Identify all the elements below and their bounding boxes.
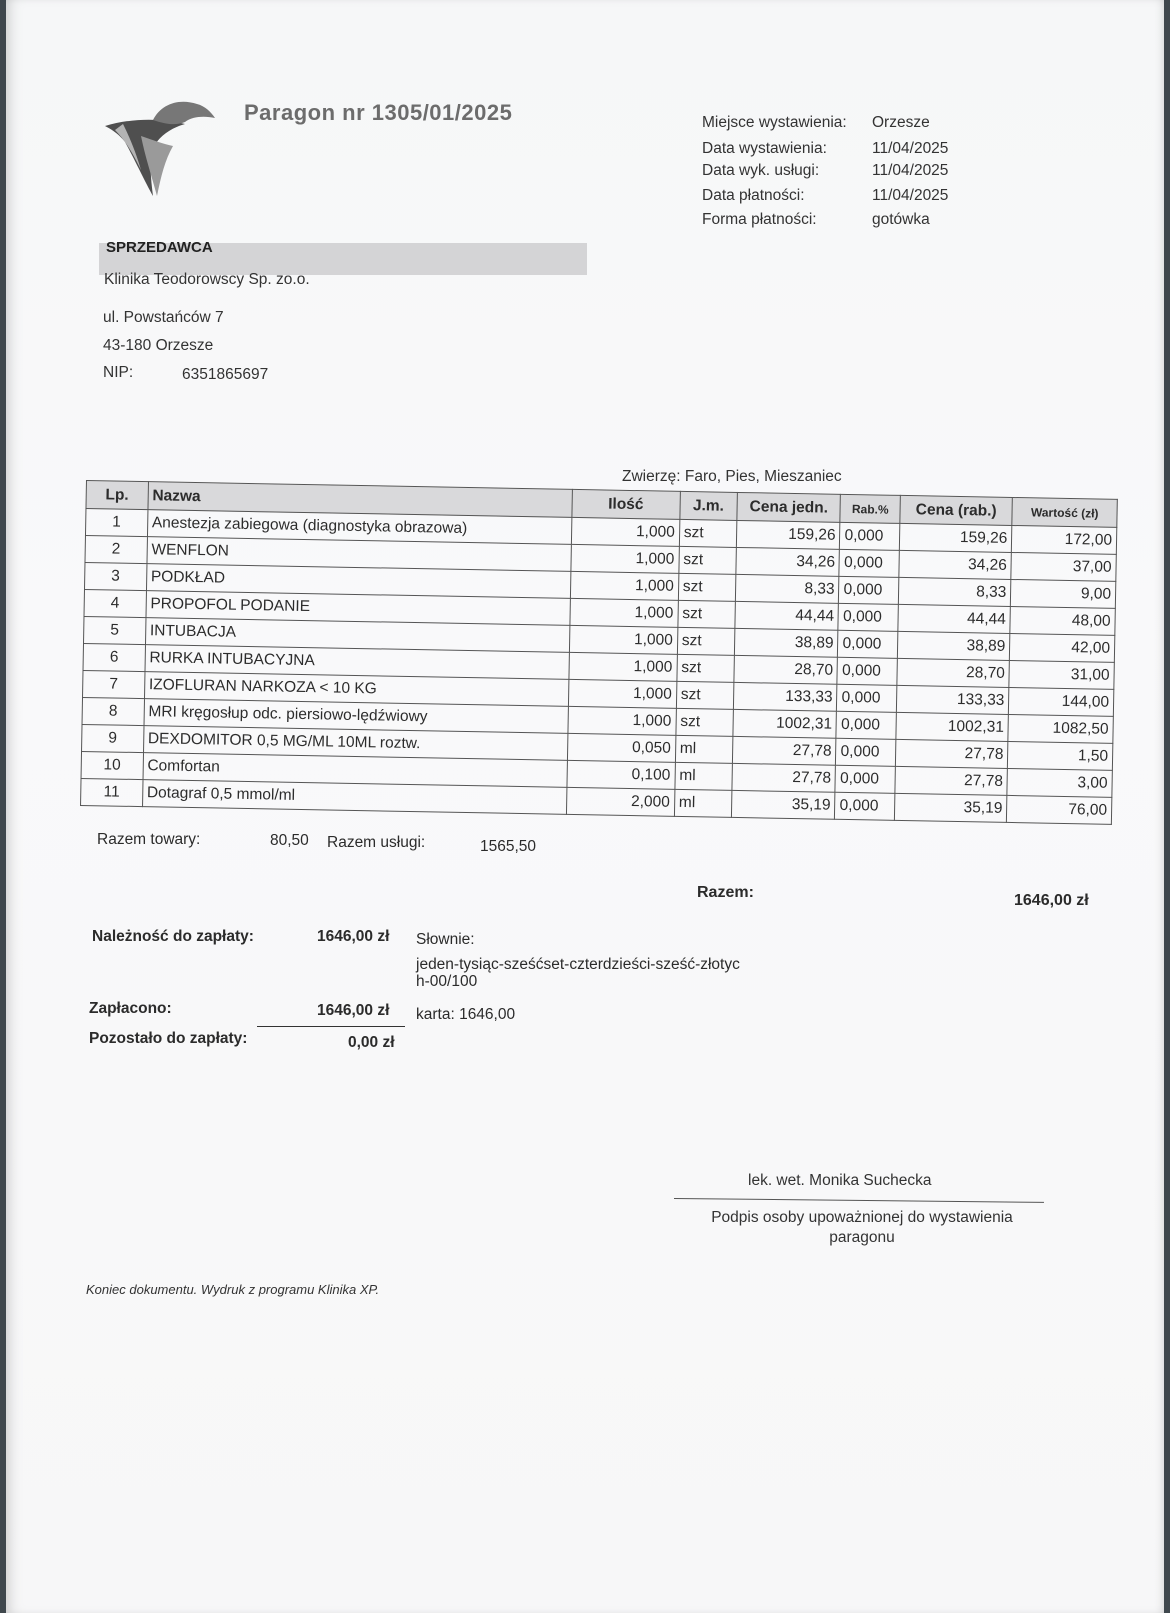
col-nazwa-header: Nazwa xyxy=(148,482,573,518)
paid-value: 1646,00 zł xyxy=(317,1002,390,1019)
receipt-page xyxy=(6,0,1164,1613)
row-lp: 6 xyxy=(83,643,145,671)
row-unit-price: 27,78 xyxy=(732,736,836,765)
row-unit: ml xyxy=(675,762,733,790)
row-unit: szt xyxy=(676,708,734,736)
row-unit: ml xyxy=(675,735,733,763)
row-lp: 8 xyxy=(82,697,144,725)
row-unit-price: 28,70 xyxy=(734,655,838,684)
meta-row xyxy=(702,207,948,232)
row-unit: szt xyxy=(678,600,736,628)
signature-caption: Podpis osoby upoważnionej do wystawienia paragonu xyxy=(711,1209,1013,1246)
row-discounted-price: 44,44 xyxy=(898,604,1011,633)
meta-value: 11/04/2025 xyxy=(872,186,949,204)
meta-value: Orzesze xyxy=(872,113,930,131)
row-quantity: 1,000 xyxy=(571,517,679,546)
row-value: 31,00 xyxy=(1009,660,1114,689)
row-value: 48,00 xyxy=(1010,606,1115,635)
meta-label: Data wystawienia: xyxy=(702,139,827,157)
row-unit-price: 38,89 xyxy=(734,628,838,657)
seller-street: ul. Powstańców 7 xyxy=(103,309,224,326)
row-discounted-price: 133,33 xyxy=(896,685,1009,714)
row-lp: 7 xyxy=(83,670,145,698)
row-value: 3,00 xyxy=(1007,768,1112,797)
row-quantity: 0,100 xyxy=(567,760,675,789)
row-quantity: 1,000 xyxy=(570,571,678,600)
receipt-title: Paragon nr 1305/01/2025 xyxy=(244,100,513,125)
row-quantity: 1,000 xyxy=(568,679,676,708)
row-name: WENFLON xyxy=(147,537,571,572)
row-discounted-price: 38,89 xyxy=(897,631,1010,660)
in-words-line1: jeden-tysiąc-sześćset-czterdzieści-sześć-złotyc xyxy=(416,956,740,973)
row-name: Anestezja zabiegowa (diagnostyka obrazowa) xyxy=(147,510,571,545)
in-words-label: Słownie: xyxy=(416,931,475,948)
meta-row xyxy=(702,110,948,135)
amount-due-value: 1646,00 zł xyxy=(317,928,390,945)
col-lp-header: Lp. xyxy=(86,481,148,510)
row-discounted-price: 27,78 xyxy=(895,766,1008,795)
row-name: PODKŁAD xyxy=(146,564,570,599)
clinic-logo-icon xyxy=(101,96,216,206)
seller-nip: 6351865697 xyxy=(182,366,269,383)
row-quantity: 1,000 xyxy=(571,544,679,573)
row-unit-price: 35,19 xyxy=(731,790,835,819)
row-quantity: 1,000 xyxy=(570,598,678,627)
meta-row xyxy=(702,158,948,183)
row-discount: 0,000 xyxy=(835,765,895,793)
row-discount: 0,000 xyxy=(840,522,900,550)
receipt-meta xyxy=(702,110,948,235)
row-value: 42,00 xyxy=(1010,633,1115,662)
row-value: 144,00 xyxy=(1009,687,1114,716)
row-discount: 0,000 xyxy=(838,603,898,631)
items-table-body xyxy=(81,509,1117,825)
row-value: 172,00 xyxy=(1012,525,1117,554)
row-value: 37,00 xyxy=(1011,552,1116,581)
row-lp: 2 xyxy=(85,535,147,563)
grand-total-value: 1646,00 zł xyxy=(1014,892,1089,909)
row-unit: szt xyxy=(678,573,736,601)
row-lp: 10 xyxy=(81,751,143,779)
row-discount: 0,000 xyxy=(835,792,895,820)
row-unit-price: 159,26 xyxy=(736,520,840,549)
row-unit-price: 8,33 xyxy=(735,574,839,603)
total-services-label: Razem usługi: xyxy=(327,834,426,851)
row-quantity: 1,000 xyxy=(568,706,676,735)
document-footer: Koniec dokumentu. Wydruk z programu Klinika XP. xyxy=(86,1282,380,1297)
row-discounted-price: 1002,31 xyxy=(896,712,1009,741)
row-unit: szt xyxy=(677,627,735,655)
in-words-line2: h-00/100 xyxy=(416,973,478,990)
meta-label: Forma płatności: xyxy=(702,210,817,228)
row-value: 9,00 xyxy=(1011,579,1116,608)
row-unit-price: 44,44 xyxy=(735,601,839,630)
card-payment: karta: 1646,00 xyxy=(416,1006,516,1023)
row-discount: 0,000 xyxy=(838,630,898,658)
col-ilosc-header: Ilość xyxy=(572,489,680,519)
row-lp: 5 xyxy=(84,616,146,644)
row-discounted-price: 34,26 xyxy=(899,550,1012,579)
items-table xyxy=(80,480,1118,825)
row-lp: 9 xyxy=(82,724,144,752)
row-discount: 0,000 xyxy=(839,576,899,604)
row-unit-price: 27,78 xyxy=(732,763,836,792)
row-unit: szt xyxy=(677,654,735,682)
row-quantity: 1,000 xyxy=(569,625,677,654)
grand-total-label: Razem: xyxy=(697,884,754,901)
row-discounted-price: 8,33 xyxy=(898,577,1011,606)
row-value: 76,00 xyxy=(1007,795,1112,824)
seller-city: 43-180 Orzesze xyxy=(103,337,214,354)
total-goods-label: Razem towary: xyxy=(97,831,201,848)
row-unit: ml xyxy=(674,789,732,817)
row-name: INTUBACJA xyxy=(145,618,569,653)
row-value: 1,50 xyxy=(1008,741,1113,770)
row-unit-price: 133,33 xyxy=(733,682,837,711)
meta-label: Data płatności: xyxy=(702,186,805,204)
remaining-value: 0,00 zł xyxy=(348,1034,395,1051)
animal-info: Zwierzę: Faro, Pies, Mieszaniec xyxy=(622,468,842,485)
row-discount: 0,000 xyxy=(837,684,897,712)
row-lp: 4 xyxy=(84,589,146,617)
row-quantity: 0,050 xyxy=(567,733,675,762)
row-name: PROPOFOL PODANIE xyxy=(146,591,570,626)
row-unit: szt xyxy=(679,546,737,574)
signature-line xyxy=(674,1198,1044,1203)
row-discount: 0,000 xyxy=(836,711,896,739)
row-discount: 0,000 xyxy=(839,549,899,577)
meta-value: 11/04/2025 xyxy=(872,161,949,179)
col-rab-header: Rab.% xyxy=(840,494,900,523)
row-lp: 11 xyxy=(81,778,143,806)
seller-nip-label: NIP: xyxy=(103,364,134,381)
col-wartosc-header: Wartość (zł) xyxy=(1012,497,1117,527)
meta-row xyxy=(702,183,948,208)
total-services-value: 1565,50 xyxy=(480,838,537,855)
paid-underline xyxy=(257,1026,405,1027)
row-unit-price: 1002,31 xyxy=(733,709,837,738)
row-lp: 3 xyxy=(84,562,146,590)
seller-name: Klinika Teodorowscy Sp. zo.o. xyxy=(104,271,310,288)
row-discounted-price: 35,19 xyxy=(894,793,1007,822)
row-name: Comfortan xyxy=(143,753,567,788)
meta-label: Miejsce wystawienia: xyxy=(702,113,847,131)
seller-heading: SPRZEDAWCA xyxy=(106,239,213,256)
remaining-label: Pozostało do zapłaty: xyxy=(89,1030,248,1047)
col-cena-rab-header: Cena (rab.) xyxy=(900,495,1013,525)
paid-label: Zapłacono: xyxy=(89,1000,172,1017)
row-name: DEXDOMITOR 0,5 MG/ML 10ML roztw. xyxy=(143,726,567,761)
vet-name: lek. wet. Monika Suchecka xyxy=(748,1172,932,1189)
row-discounted-price: 27,78 xyxy=(895,739,1008,768)
row-discount: 0,000 xyxy=(837,657,897,685)
row-name: RURKA INTUBACYJNA xyxy=(145,645,569,680)
amount-due-label: Należność do zapłaty: xyxy=(92,928,254,945)
meta-value: gotówka xyxy=(872,210,930,228)
row-lp: 1 xyxy=(85,509,147,537)
row-discounted-price: 28,70 xyxy=(897,658,1010,687)
row-discounted-price: 159,26 xyxy=(899,523,1012,552)
row-unit-price: 34,26 xyxy=(736,547,840,576)
row-discount: 0,000 xyxy=(836,738,896,766)
col-jm-header: J.m. xyxy=(680,491,738,520)
col-cena-header: Cena jedn. xyxy=(737,492,841,522)
row-name: MRI kręgosłup odc. piersiowo-lędźwiowy xyxy=(144,699,568,734)
row-name: IZOFLURAN NARKOZA < 10 KG xyxy=(144,672,568,707)
items-table-wrap xyxy=(80,480,1118,825)
row-quantity: 2,000 xyxy=(566,787,674,816)
row-value: 1082,50 xyxy=(1008,714,1113,743)
row-unit: szt xyxy=(676,681,734,709)
row-quantity: 1,000 xyxy=(569,652,677,681)
meta-label: Data wyk. usługi: xyxy=(702,161,820,179)
row-unit: szt xyxy=(679,519,737,547)
meta-value: 11/04/2025 xyxy=(872,139,949,157)
total-goods-value: 80,50 xyxy=(270,832,309,849)
row-name: Dotagraf 0,5 mmol/ml xyxy=(142,780,566,815)
